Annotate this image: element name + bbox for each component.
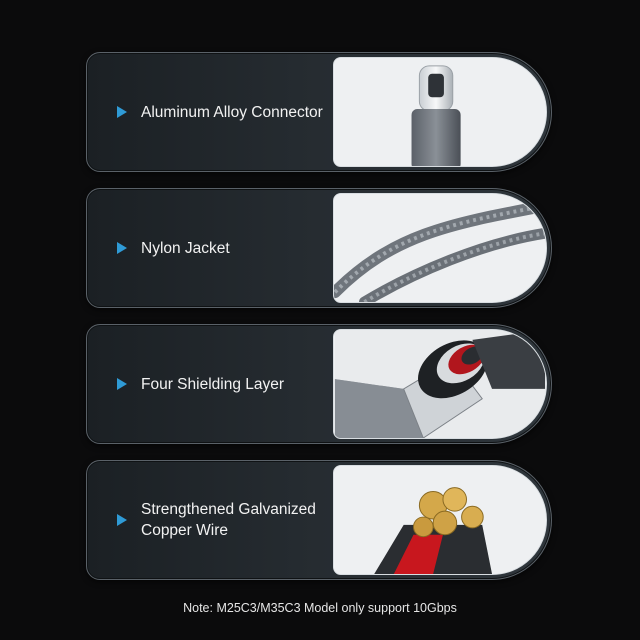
feature-label-row bbox=[117, 189, 331, 307]
usb-c-connector-photo bbox=[333, 57, 547, 167]
feature-card-connector bbox=[86, 52, 552, 172]
play-icon bbox=[117, 514, 127, 526]
copper-wire-photo bbox=[333, 465, 547, 575]
feature-card-shielding bbox=[86, 324, 552, 444]
feature-label: Nylon Jacket bbox=[141, 239, 230, 257]
nylon-cable-photo bbox=[333, 193, 547, 303]
feature-card-nylon bbox=[86, 188, 552, 308]
feature-label: Strengthened Galvanized Copper Wire bbox=[141, 501, 316, 539]
play-icon bbox=[117, 378, 127, 390]
feature-card-copper bbox=[86, 460, 552, 580]
feature-label-row bbox=[117, 325, 331, 443]
feature-label: Four Shielding Layer bbox=[141, 375, 285, 393]
footnote: Note: M25C3/M35C3 Model only support 10Gbps bbox=[183, 601, 457, 615]
shielding-layers-photo bbox=[333, 329, 547, 439]
play-icon bbox=[117, 242, 127, 254]
feature-label: Aluminum Alloy Connector bbox=[141, 103, 323, 121]
play-icon bbox=[117, 106, 127, 118]
feature-label-row bbox=[117, 53, 331, 171]
feature-label-row bbox=[117, 461, 331, 579]
